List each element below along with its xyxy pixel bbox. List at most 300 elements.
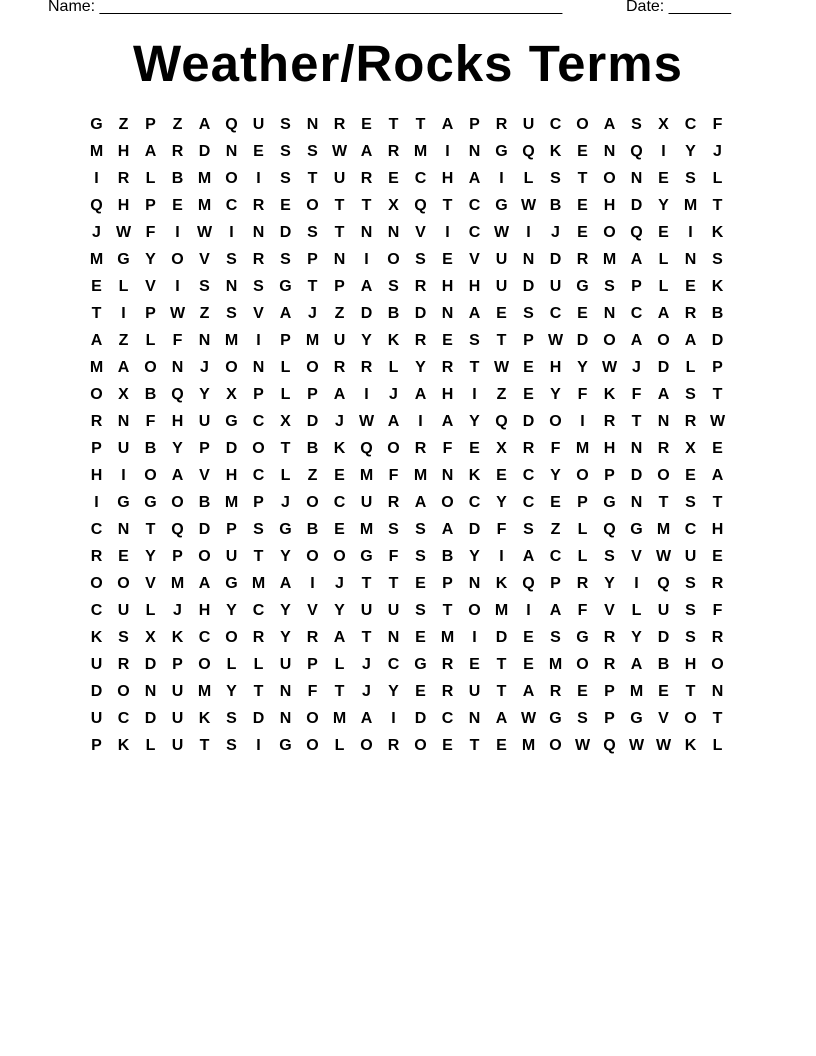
grid-letter: E [334, 521, 345, 538]
grid-letter: A [684, 332, 697, 349]
grid-letter: M [197, 197, 212, 214]
grid-letter: J [551, 224, 560, 241]
grid-letter: O [603, 224, 616, 241]
grid-letter: X [280, 413, 291, 430]
grid-letter: A [360, 278, 373, 295]
grid-letter: V [145, 575, 156, 592]
grid-letter: R [603, 656, 616, 673]
grid-letter: N [387, 629, 400, 646]
grid-letter: M [359, 521, 374, 538]
grid-letter: N [252, 224, 265, 241]
grid-letter: G [360, 548, 373, 565]
grid-letter: Z [334, 305, 345, 322]
grid-letter: D [360, 305, 373, 322]
grid-letter: S [253, 521, 264, 538]
grid-letter: L [280, 386, 291, 403]
grid-letter: N [468, 710, 481, 727]
grid-letter: M [89, 359, 104, 376]
grid-row [83, 273, 731, 300]
grid-letter: K [711, 224, 724, 241]
grid-letter: D [414, 710, 427, 727]
grid-letter: D [522, 278, 535, 295]
grid-letter: E [442, 737, 453, 754]
grid-row [83, 111, 731, 138]
grid-letter: O [171, 494, 184, 511]
grid-letter: C [225, 197, 238, 214]
grid-letter: E [523, 359, 534, 376]
grid-letter: O [171, 251, 184, 268]
grid-letter: L [631, 602, 642, 619]
grid-letter: P [226, 521, 237, 538]
grid-letter: C [414, 170, 427, 187]
grid-letter: Z [496, 386, 507, 403]
grid-letter: W [331, 143, 348, 160]
grid-letter: M [575, 440, 590, 457]
grid-letter: A [630, 251, 643, 268]
grid-letter: N [630, 440, 643, 457]
grid-letter: E [442, 332, 453, 349]
grid-letter: P [280, 332, 291, 349]
grid-letter: U [333, 170, 346, 187]
grid-letter: O [198, 548, 211, 565]
grid-letter: V [199, 251, 210, 268]
grid-letter: C [117, 710, 130, 727]
grid-letter: S [415, 548, 426, 565]
grid-letter: P [253, 494, 264, 511]
grid-letter: R [117, 656, 130, 673]
grid-letter: O [306, 197, 319, 214]
grid-letter: D [90, 683, 103, 700]
grid-letter: K [171, 629, 184, 646]
grid-letter: X [658, 116, 669, 133]
grid-letter: N [603, 305, 616, 322]
grid-letter: F [145, 224, 156, 241]
grid-letter: T [442, 197, 453, 214]
grid-letter: T [145, 521, 156, 538]
grid-letter: I [175, 224, 180, 241]
grid-letter: O [711, 656, 724, 673]
grid-letter: P [145, 305, 156, 322]
grid-letter: S [226, 305, 237, 322]
grid-letter: U [171, 710, 184, 727]
grid-letter: P [172, 548, 183, 565]
grid-letter: O [657, 332, 670, 349]
grid-letter: K [603, 386, 616, 403]
grid-letter: D [198, 143, 211, 160]
grid-row [83, 300, 731, 327]
grid-letter: H [117, 143, 130, 160]
grid-letter: U [252, 116, 265, 133]
grid-letter: D [657, 629, 670, 646]
grid-letter: G [630, 521, 643, 538]
grid-letter: Q [495, 413, 508, 430]
grid-row [83, 705, 731, 732]
grid-letter: D [414, 305, 427, 322]
grid-letter: A [117, 359, 130, 376]
grid-letter: M [224, 332, 239, 349]
grid-letter: J [308, 305, 317, 322]
grid-letter: G [495, 143, 508, 160]
grid-letter: O [117, 683, 130, 700]
grid-letter: D [630, 197, 643, 214]
grid-letter: J [281, 494, 290, 511]
grid-letter: O [468, 602, 481, 619]
grid-letter: O [333, 548, 346, 565]
grid-letter: A [711, 467, 724, 484]
grid-letter: V [658, 710, 669, 727]
grid-letter: A [630, 656, 643, 673]
grid-letter: J [362, 656, 371, 673]
grid-letter: N [171, 359, 184, 376]
grid-letter: U [360, 494, 373, 511]
grid-letter: G [630, 710, 643, 727]
grid-letter: P [199, 440, 210, 457]
grid-letter: A [144, 143, 157, 160]
date-field[interactable]: Date: _______ [626, 0, 731, 15]
grid-letter: C [252, 602, 265, 619]
grid-letter: E [172, 197, 183, 214]
grid-letter: O [225, 359, 238, 376]
grid-letter: R [576, 251, 589, 268]
grid-letter: R [684, 413, 697, 430]
grid-letter: O [198, 656, 211, 673]
grid-row [83, 408, 731, 435]
grid-letter: U [387, 602, 400, 619]
grid-row [83, 651, 731, 678]
grid-letter: S [307, 143, 318, 160]
grid-letter: E [550, 494, 561, 511]
grid-letter: R [576, 575, 589, 592]
grid-letter: D [630, 467, 643, 484]
grid-letter: M [521, 737, 536, 754]
grid-letter: R [414, 278, 427, 295]
grid-letter: L [712, 170, 723, 187]
grid-letter: N [279, 710, 292, 727]
grid-letter: L [280, 467, 291, 484]
grid-letter: M [602, 251, 617, 268]
grid-letter: A [90, 332, 103, 349]
grid-row [83, 516, 731, 543]
grid-letter: O [549, 737, 562, 754]
grid-letter: O [225, 170, 238, 187]
grid-letter: G [576, 629, 589, 646]
grid-letter: N [360, 224, 373, 241]
grid-letter: G [144, 494, 157, 511]
grid-letter: S [280, 116, 291, 133]
grid-letter: P [442, 575, 453, 592]
grid-letter: Y [226, 683, 237, 700]
grid-letter: O [603, 332, 616, 349]
grid-letter: U [171, 683, 184, 700]
grid-letter: P [91, 737, 102, 754]
grid-letter: U [90, 710, 103, 727]
name-field[interactable]: Name: ____________________________________________________ [48, 0, 563, 15]
grid-letter: X [226, 386, 237, 403]
grid-letter: Y [280, 548, 291, 565]
grid-letter: G [117, 494, 130, 511]
grid-letter: G [225, 575, 238, 592]
grid-letter: B [171, 170, 184, 187]
grid-letter: I [391, 710, 396, 727]
grid-letter: R [711, 575, 724, 592]
grid-letter: W [196, 224, 213, 241]
grid-letter: Y [280, 602, 291, 619]
grid-letter: E [415, 575, 426, 592]
grid-letter: M [197, 170, 212, 187]
grid-letter: S [685, 575, 696, 592]
grid-letter: M [251, 575, 266, 592]
grid-letter: O [387, 440, 400, 457]
grid-letter: H [441, 386, 454, 403]
grid-letter: N [468, 143, 481, 160]
grid-letter: W [655, 548, 672, 565]
grid-letter: I [256, 737, 261, 754]
grid-letter: Q [225, 116, 238, 133]
grid-letter: A [360, 143, 373, 160]
grid-row [83, 381, 731, 408]
grid-letter: S [280, 143, 291, 160]
grid-letter: E [658, 224, 669, 241]
grid-letter: A [387, 413, 400, 430]
grid-letter: R [414, 332, 427, 349]
grid-letter: S [280, 251, 291, 268]
grid-letter: K [90, 629, 103, 646]
grid-letter: M [440, 629, 455, 646]
grid-letter: C [441, 710, 454, 727]
grid-letter: G [279, 737, 292, 754]
grid-letter: N [117, 521, 130, 538]
grid-letter: U [117, 440, 130, 457]
grid-letter: C [630, 305, 643, 322]
grid-letter: T [685, 683, 696, 700]
grid-letter: Y [415, 359, 426, 376]
grid-letter: S [226, 251, 237, 268]
grid-letter: D [279, 224, 292, 241]
grid-letter: M [89, 143, 104, 160]
grid-row [83, 624, 731, 651]
grid-letter: A [603, 116, 616, 133]
grid-letter: S [388, 521, 399, 538]
grid-letter: J [713, 143, 722, 160]
grid-letter: M [413, 467, 428, 484]
grid-letter: F [577, 386, 588, 403]
grid-letter: O [306, 710, 319, 727]
grid-letter: Y [604, 575, 615, 592]
grid-letter: S [712, 251, 723, 268]
grid-letter: D [495, 629, 508, 646]
grid-letter: U [360, 602, 373, 619]
grid-letter: N [630, 494, 643, 511]
grid-letter: N [225, 278, 238, 295]
grid-letter: E [577, 224, 588, 241]
grid-letter: L [523, 170, 534, 187]
grid-letter: U [198, 413, 211, 430]
grid-letter: A [414, 386, 427, 403]
grid-letter: U [495, 251, 508, 268]
grid-letter: O [117, 575, 130, 592]
grid-letter: D [522, 413, 535, 430]
grid-letter: L [145, 332, 156, 349]
grid-letter: S [604, 548, 615, 565]
grid-letter: K [198, 710, 211, 727]
grid-letter: A [441, 413, 454, 430]
grid-letter: O [306, 359, 319, 376]
grid-letter: C [468, 494, 481, 511]
grid-letter: I [121, 305, 126, 322]
grid-letter: R [711, 629, 724, 646]
grid-letter: G [414, 656, 427, 673]
grid-letter: W [169, 305, 186, 322]
grid-letter: J [200, 359, 209, 376]
grid-letter: R [387, 143, 400, 160]
grid-letter: N [603, 143, 616, 160]
grid-letter: E [415, 629, 426, 646]
grid-letter: L [226, 656, 237, 673]
grid-letter: P [307, 251, 318, 268]
grid-letter: T [307, 170, 318, 187]
grid-letter: R [360, 170, 373, 187]
grid-letter: P [604, 710, 615, 727]
grid-letter: P [577, 494, 588, 511]
grid-letter: W [628, 737, 645, 754]
header-line [48, 0, 748, 20]
grid-letter: M [494, 602, 509, 619]
grid-letter: H [468, 278, 481, 295]
grid-letter: I [256, 170, 261, 187]
grid-letter: T [712, 494, 723, 511]
grid-letter: G [549, 710, 562, 727]
grid-letter: R [603, 413, 616, 430]
grid-row [83, 489, 731, 516]
grid-letter: C [549, 116, 562, 133]
grid-letter: Q [630, 143, 643, 160]
grid-letter: T [712, 386, 723, 403]
grid-letter: U [549, 278, 562, 295]
grid-letter: X [496, 440, 507, 457]
grid-letter: U [468, 683, 481, 700]
grid-letter: S [226, 737, 237, 754]
grid-letter: H [225, 467, 238, 484]
grid-letter: M [197, 683, 212, 700]
grid-letter: O [306, 737, 319, 754]
grid-letter: T [577, 170, 588, 187]
grid-letter: B [144, 440, 157, 457]
grid-letter: K [684, 737, 697, 754]
grid-letter: S [550, 170, 561, 187]
grid-letter: L [145, 170, 156, 187]
grid-letter: N [198, 332, 211, 349]
grid-letter: R [387, 737, 400, 754]
grid-letter: H [441, 278, 454, 295]
grid-letter: T [253, 548, 264, 565]
grid-letter: Y [685, 143, 696, 160]
grid-letter: J [335, 575, 344, 592]
grid-letter: P [172, 656, 183, 673]
grid-letter: D [225, 440, 238, 457]
grid-letter: Q [657, 575, 670, 592]
grid-letter: O [252, 440, 265, 457]
grid-letter: B [387, 305, 400, 322]
grid-letter: C [198, 629, 211, 646]
grid-letter: E [577, 683, 588, 700]
grid-letter: H [171, 413, 184, 430]
grid-letter: G [495, 197, 508, 214]
grid-letter: T [712, 197, 723, 214]
grid-letter: J [335, 413, 344, 430]
grid-letter: A [198, 116, 211, 133]
grid-letter: C [252, 467, 265, 484]
grid-letter: V [604, 602, 615, 619]
grid-row [83, 462, 731, 489]
grid-letter: O [576, 467, 589, 484]
grid-letter: G [117, 251, 130, 268]
grid-letter: Y [496, 494, 507, 511]
grid-letter: D [306, 413, 319, 430]
grid-letter: Y [334, 602, 345, 619]
grid-letter: L [577, 521, 588, 538]
grid-letter: R [441, 683, 454, 700]
grid-letter: W [358, 413, 375, 430]
grid-letter: B [441, 548, 454, 565]
grid-letter: V [307, 602, 318, 619]
grid-letter: Y [145, 548, 156, 565]
grid-letter: F [145, 413, 156, 430]
grid-letter: C [549, 548, 562, 565]
grid-letter: Y [388, 683, 399, 700]
grid-letter: Y [631, 629, 642, 646]
grid-letter: V [469, 251, 480, 268]
grid-letter: H [603, 197, 616, 214]
grid-letter: Q [171, 521, 184, 538]
grid-letter: X [685, 440, 696, 457]
grid-letter: E [523, 386, 534, 403]
grid-letter: B [198, 494, 211, 511]
grid-letter: R [414, 440, 427, 457]
grid-letter: A [441, 521, 454, 538]
grid-letter: F [577, 602, 588, 619]
grid-letter: S [118, 629, 129, 646]
grid-letter: O [657, 467, 670, 484]
grid-letter: K [711, 278, 724, 295]
grid-letter: J [632, 359, 641, 376]
grid-letter: A [360, 710, 373, 727]
grid-letter: N [333, 251, 346, 268]
grid-letter: W [520, 710, 537, 727]
grid-letter: T [658, 494, 669, 511]
grid-letter: K [387, 332, 400, 349]
grid-letter: N [306, 116, 319, 133]
grid-letter: R [549, 683, 562, 700]
grid-letter: A [171, 467, 184, 484]
grid-letter: I [121, 467, 126, 484]
grid-letter: S [685, 170, 696, 187]
grid-letter: P [712, 359, 723, 376]
grid-letter: E [577, 143, 588, 160]
grid-letter: E [712, 440, 723, 457]
grid-letter: I [499, 548, 504, 565]
grid-letter: S [685, 494, 696, 511]
grid-letter: L [118, 278, 129, 295]
grid-letter: N [117, 413, 130, 430]
grid-letter: M [305, 332, 320, 349]
grid-letter: R [684, 305, 697, 322]
grid-letter: C [684, 521, 697, 538]
grid-letter: Q [522, 575, 535, 592]
grid-letter: L [145, 737, 156, 754]
grid-letter: E [280, 197, 291, 214]
grid-letter: E [253, 143, 264, 160]
grid-letter: T [496, 656, 507, 673]
